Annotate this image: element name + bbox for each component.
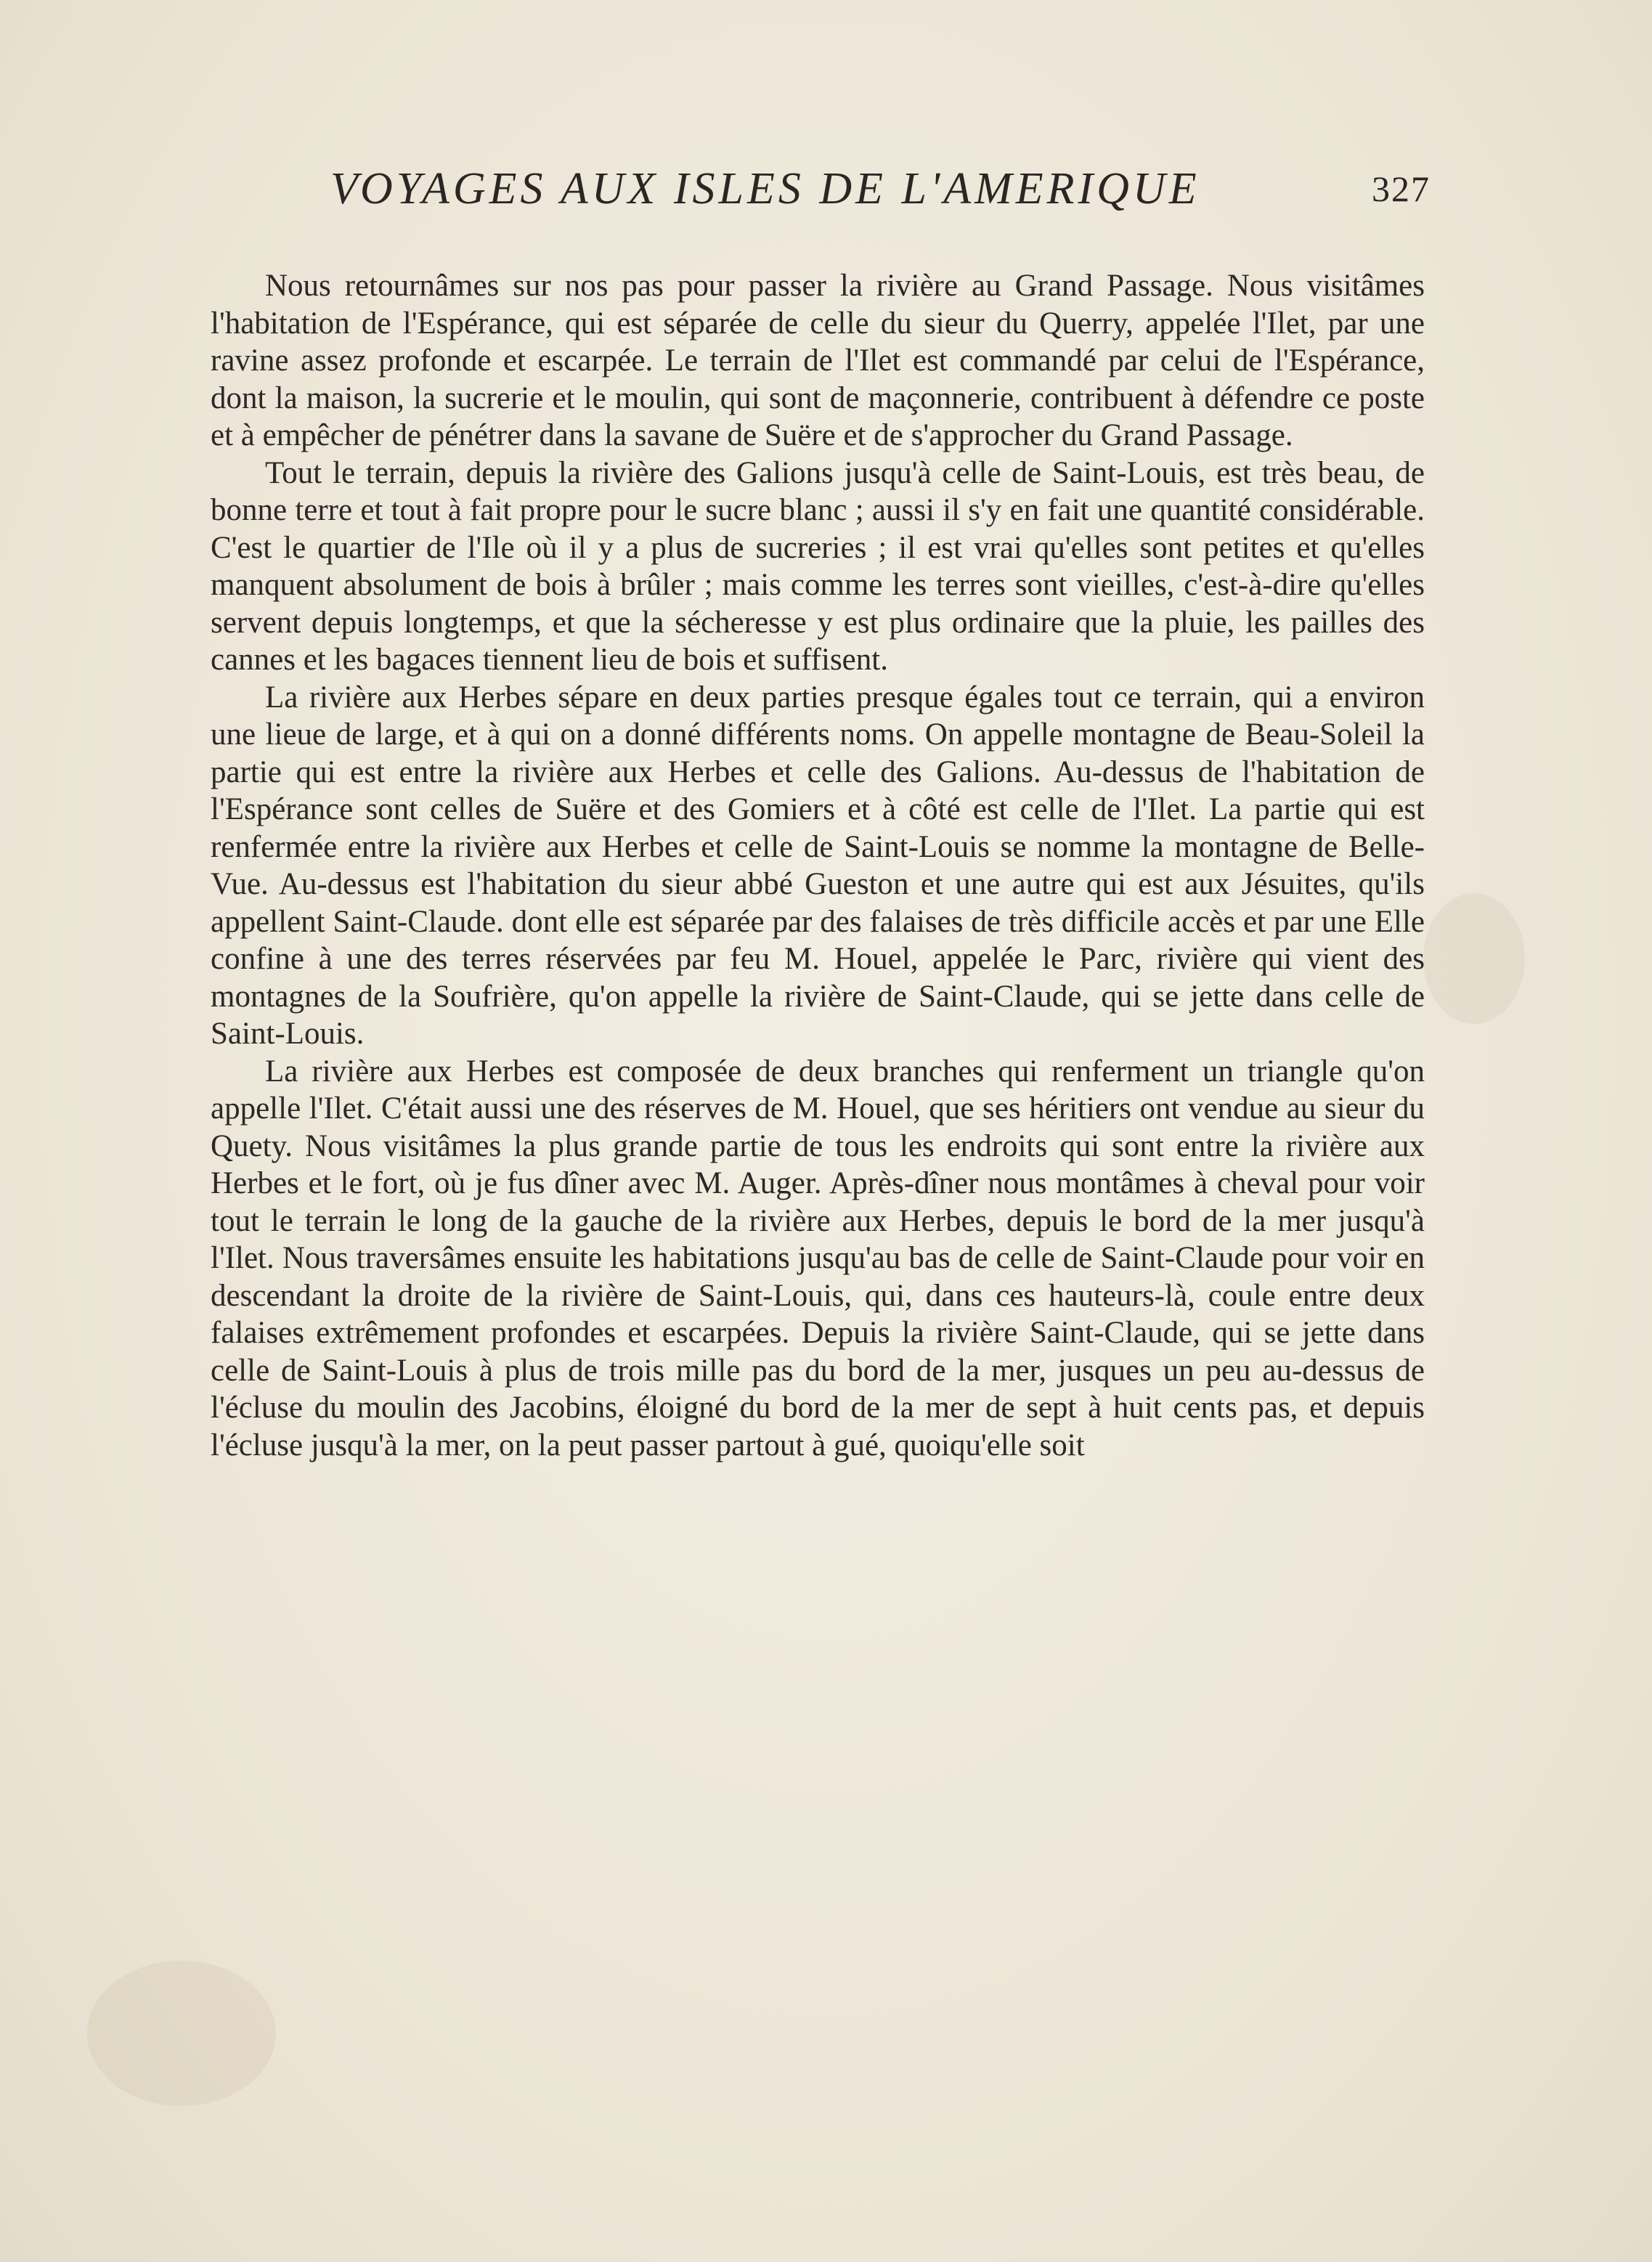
paragraph-2: Tout le terrain, depuis la rivière des Galions jusqu'à celle de Saint-Louis, est très beau, de bonne terre et tout à fait propre pour le sucre blanc ; aussi il s'y en fait une quantité considérable. C'est le quartier de l'Ile où il y a plus de sucreries ; il est vrai qu'elles sont petites et qu'elles manquent absolument de bois à brûler ; mais comme les terres sont vieilles, c'est-à-dire qu'elles servent depuis longtemps, et que la sécheresse y est plus ordinaire que la pluie, les pailles des cannes et les bagaces tiennent lieu de bois et suffisent. [211,455,1425,677]
paper-stain [87,1961,276,2106]
running-head-title: VOYAGES AUX ISLES DE L'AMERIQUE [330,164,1200,213]
paragraph-4: La rivière aux Herbes est composée de deux branches qui renferment un triangle qu'on appelle l'Ilet. C'était aussi une des réserves de M. Houel, que ses héritiers ont vendue au sieur du Quety. Nous visitâmes la plus grande partie de tous les endroits qui sont entre la rivière aux Herbes et le fort, où je fus dîner avec M. Auger. Après-dîner nous montâmes à cheval pour voir tout le terrain le long de la gauche de la rivière aux Herbes, depuis le bord de la mer jusqu'à l'Ilet. Nous traversâmes ensuite les habitations jusqu'au bas de celle de Saint-Claude pour voir en descendant la droite de la rivière de Saint-Louis, qui, dans ces hauteurs-là, coule entre deux falaises extrêmement profondes et escarpées. Depuis la rivière Saint-Claude, qui se jette dans celle de Saint-Louis à plus de trois mille pas du bord de la mer, jusques un peu au-dessus de l'écluse du moulin des Jacobins, éloigné du bord de la mer de sept à huit cents pas, et depuis l'écluse jusqu'à la mer, on la peut passer partout à gué, quoiqu'elle soit [211,1054,1425,1462]
body-text [211,267,1425,1464]
paper-stain [1423,893,1525,1024]
paragraph-1: Nous retournâmes sur nos pas pour passer la rivière au Grand Passage. Nous visitâmes l'habitation de l'Espérance, qui est séparée de celle du sieur du Querry, appelée l'Ilet, par une ravine assez profonde et escarpée. Le terrain de l'Ilet est commandé par celui de l'Espérance, dont la maison, la sucrerie et le moulin, qui sont de maçonnerie, contribuent à défendre ce poste et à empêcher de pénétrer dans la savane de Suëre et de s'approcher du Grand Passage. [211,269,1425,452]
paragraph-3: La rivière aux Herbes sépare en deux parties presque égales tout ce terrain, qui a environ une lieue de large, et à qui on a donné différents noms. On appelle montagne de Beau-Soleil la partie qui est entre la rivière aux Herbes et celle des Galions. Au-dessus de l'habitation de l'Espérance sont celles de Suëre et des Gomiers et à côté est celle de l'Ilet. La partie qui est renfermée entre la rivière aux Herbes et celle de Saint-Louis se nomme la montagne de Belle-Vue. Au-dessus est l'habitation du sieur abbé Gueston et une autre qui est aux Jésuites, qu'ils appellent Saint-Claude. dont elle est séparée par des falaises de très difficile accès et par une Elle confine à une des terres réservées par feu M. Houel, appelée le Parc, rivière qui vient des montagnes de la Soufrière, qu'on appelle la rivière de Saint-Claude, qui se jette dans celle de Saint-Louis. [211,680,1425,1051]
running-head [330,163,1431,229]
page-number: 327 [1372,168,1431,209]
